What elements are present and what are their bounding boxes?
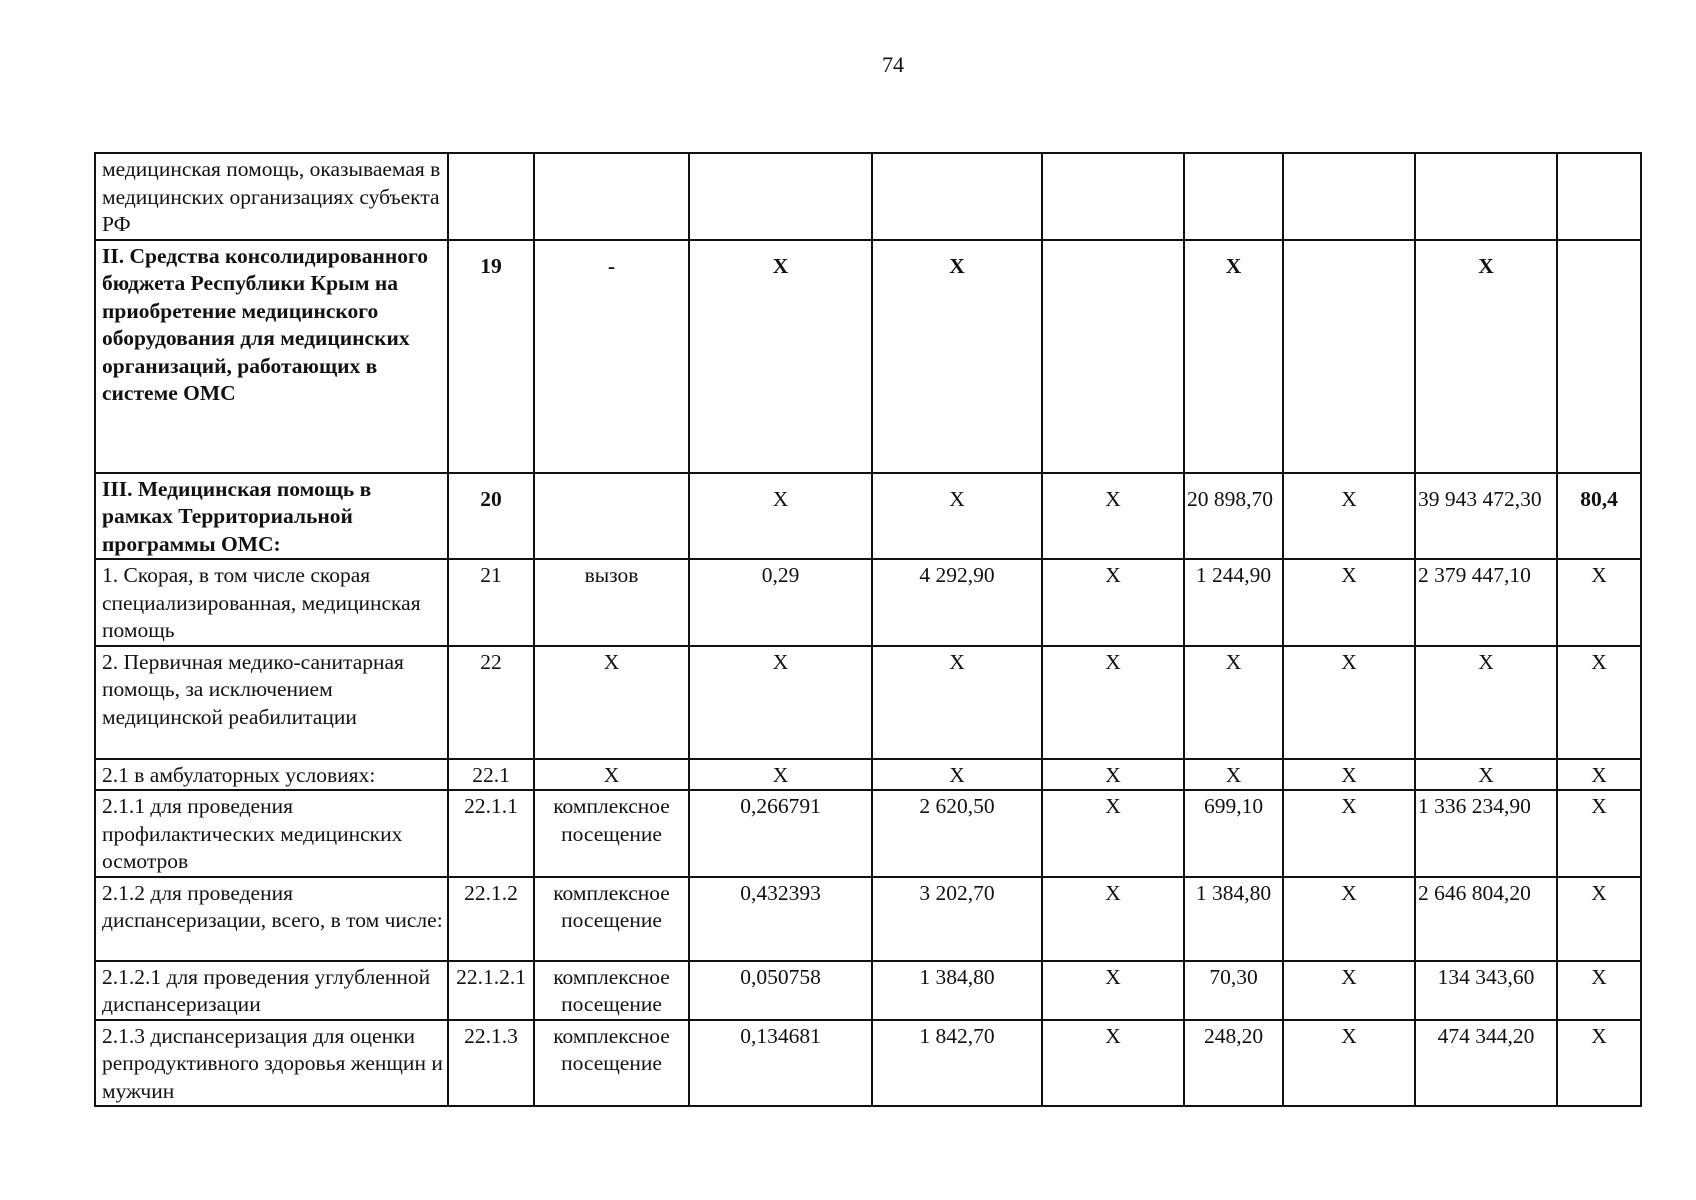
cell-percent [1557, 240, 1641, 473]
cell-oms-total: 1 336 234,90 [1415, 790, 1557, 877]
cell-volume-norm: X [689, 646, 872, 759]
cell-volume-norm: 0,134681 [689, 1020, 872, 1107]
cell-line-number: 22.1.1 [448, 790, 534, 877]
cell-budget-total [1283, 240, 1415, 473]
cell-budget-per-capita: X [1042, 877, 1184, 961]
cell-line-number: 22 [448, 646, 534, 759]
cell-line-number: 21 [448, 559, 534, 646]
row-name: III. Медицинская помощь в рамках Территориальной программы ОМС: [95, 473, 448, 560]
cell-oms-per-capita: X [1184, 759, 1283, 791]
cell-oms-per-capita: 248,20 [1184, 1020, 1283, 1107]
cell-volume-norm: X [689, 240, 872, 473]
cell-cost-norm: X [872, 646, 1042, 759]
page-number: 74 [882, 52, 904, 77]
row-name: 2.1.1 для проведения профилактических медицинских осмотров [95, 790, 448, 877]
cell-unit: X [534, 646, 689, 759]
cell-line-number: 22.1.2 [448, 877, 534, 961]
table-row [95, 240, 1641, 473]
cell-volume-norm: 0,266791 [689, 790, 872, 877]
cell-oms-per-capita: 1 384,80 [1184, 877, 1283, 961]
cell-volume-norm: 0,29 [689, 559, 872, 646]
cell-unit [534, 473, 689, 560]
cell-line-number: 19 [448, 240, 534, 473]
cell-cost-norm: 1 842,70 [872, 1020, 1042, 1107]
cell-oms-total [1415, 153, 1557, 240]
cell-unit: комплексное посещение [534, 877, 689, 961]
cell-percent: 80,4 [1557, 473, 1641, 560]
row-name: II. Средства консолидированного бюджета Республики Крым на приобретение медицинского оборудования для медицинских организаций, работающих в системе ОМС [95, 240, 448, 473]
row-name: 1. Скорая, в том числе скорая специализированная, медицинская помощь [95, 559, 448, 646]
financing-table [94, 152, 1642, 1107]
cell-cost-norm: 4 292,90 [872, 559, 1042, 646]
cell-oms-per-capita [1184, 153, 1283, 240]
cell-cost-norm: 3 202,70 [872, 877, 1042, 961]
cell-oms-total: X [1415, 646, 1557, 759]
cell-cost-norm: X [872, 473, 1042, 560]
cell-percent: X [1557, 559, 1641, 646]
cell-line-number: 22.1.3 [448, 1020, 534, 1107]
row-name: медицинская помощь, оказываемая в медицинских организациях субъекта РФ [95, 153, 448, 240]
table-row [95, 559, 1641, 646]
cell-budget-per-capita: X [1042, 961, 1184, 1020]
cell-oms-total: 134 343,60 [1415, 961, 1557, 1020]
table-row [95, 759, 1641, 791]
cell-budget-per-capita: X [1042, 646, 1184, 759]
cell-percent: X [1557, 646, 1641, 759]
cell-oms-total: 2 646 804,20 [1415, 877, 1557, 961]
cell-volume-norm: X [689, 473, 872, 560]
cell-budget-total: X [1283, 877, 1415, 961]
cell-cost-norm [872, 153, 1042, 240]
table-row [95, 473, 1641, 560]
table-row [95, 153, 1641, 240]
cell-oms-total: 474 344,20 [1415, 1020, 1557, 1107]
cell-unit: X [534, 759, 689, 791]
cell-oms-total: X [1415, 240, 1557, 473]
cell-budget-total: X [1283, 473, 1415, 560]
cell-line-number: 22.1.2.1 [448, 961, 534, 1020]
cell-budget-total: X [1283, 790, 1415, 877]
cell-oms-per-capita: X [1184, 646, 1283, 759]
cell-budget-per-capita: X [1042, 473, 1184, 560]
cell-line-number: 22.1 [448, 759, 534, 791]
cell-percent: X [1557, 759, 1641, 791]
table-row [95, 790, 1641, 877]
cell-budget-per-capita: X [1042, 1020, 1184, 1107]
cell-percent: X [1557, 790, 1641, 877]
cell-unit: вызов [534, 559, 689, 646]
row-name: 2.1.2.1 для проведения углубленной диспансеризации [95, 961, 448, 1020]
cell-oms-total: 39 943 472,30 [1415, 473, 1557, 560]
cell-percent: X [1557, 877, 1641, 961]
cell-budget-total: X [1283, 759, 1415, 791]
cell-unit: - [534, 240, 689, 473]
cell-cost-norm: X [872, 240, 1042, 473]
cell-oms-total: X [1415, 759, 1557, 791]
cell-cost-norm: 2 620,50 [872, 790, 1042, 877]
row-name: 2.1.2 для проведения диспансеризации, всего, в том числе: [95, 877, 448, 961]
row-name: 2.1 в амбулаторных условиях: [95, 759, 448, 791]
cell-oms-per-capita: 20 898,70 [1184, 473, 1283, 560]
cell-oms-per-capita: 1 244,90 [1184, 559, 1283, 646]
cell-volume-norm: X [689, 759, 872, 791]
cell-unit [534, 153, 689, 240]
cell-budget-total: X [1283, 559, 1415, 646]
cell-oms-per-capita: X [1184, 240, 1283, 473]
cell-percent: X [1557, 1020, 1641, 1107]
cell-budget-per-capita: X [1042, 559, 1184, 646]
cell-line-number [448, 153, 534, 240]
cell-line-number: 20 [448, 473, 534, 560]
cell-volume-norm: 0,050758 [689, 961, 872, 1020]
table-row [95, 877, 1641, 961]
table-row [95, 646, 1641, 759]
table-row [95, 1020, 1641, 1107]
cell-unit: комплексное посещение [534, 1020, 689, 1107]
cell-cost-norm: 1 384,80 [872, 961, 1042, 1020]
table-row [95, 961, 1641, 1020]
cell-budget-total [1283, 153, 1415, 240]
cell-budget-per-capita [1042, 240, 1184, 473]
cell-budget-per-capita: X [1042, 759, 1184, 791]
cell-cost-norm: X [872, 759, 1042, 791]
cell-oms-per-capita: 70,30 [1184, 961, 1283, 1020]
cell-budget-total: X [1283, 1020, 1415, 1107]
cell-budget-per-capita [1042, 153, 1184, 240]
cell-volume-norm [689, 153, 872, 240]
cell-percent [1557, 153, 1641, 240]
row-name: 2.1.3 диспансеризация для оценки репродуктивного здоровья женщин и мужчин [95, 1020, 448, 1107]
cell-budget-total: X [1283, 961, 1415, 1020]
cell-oms-total: 2 379 447,10 [1415, 559, 1557, 646]
cell-unit: комплексное посещение [534, 961, 689, 1020]
cell-oms-per-capita: 699,10 [1184, 790, 1283, 877]
cell-unit: комплексное посещение [534, 790, 689, 877]
row-name: 2. Первичная медико-санитарная помощь, за исключением медицинской реабилитации [95, 646, 448, 759]
cell-budget-per-capita: X [1042, 790, 1184, 877]
cell-percent: X [1557, 961, 1641, 1020]
cell-budget-total: X [1283, 646, 1415, 759]
cell-volume-norm: 0,432393 [689, 877, 872, 961]
